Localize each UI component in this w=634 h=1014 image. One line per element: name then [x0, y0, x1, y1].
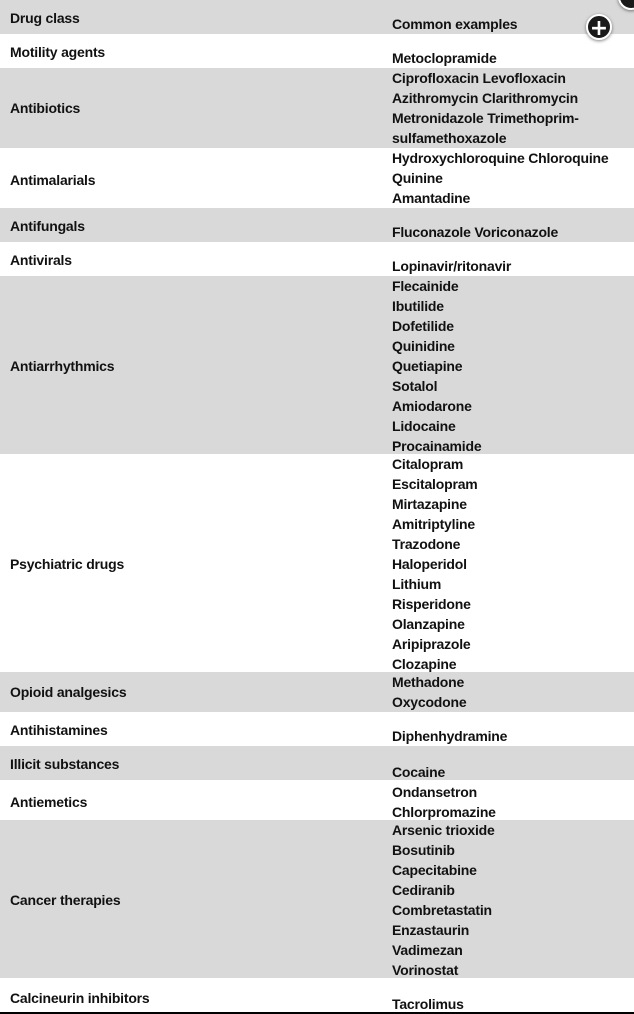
example-drug: Hydroxychloroquine Chloroquine	[392, 150, 609, 166]
example-drug: Sotalol	[392, 378, 438, 394]
drug-class-cell: Psychiatric drugs	[10, 556, 125, 572]
examples-cell	[392, 726, 507, 746]
example-drug: Quinine	[392, 170, 443, 186]
examples-cell	[392, 276, 481, 456]
example-drug: Ciprofloxacin Levofloxacin	[392, 70, 566, 86]
examples-cell	[392, 148, 608, 208]
drug-class-cell: Motility agents	[10, 44, 106, 60]
table-row	[0, 454, 634, 672]
example-drug: Haloperidol	[392, 556, 467, 572]
table-row	[0, 276, 634, 454]
example-drug: Aripiprazole	[392, 636, 471, 652]
example-drug: Azithromycin Clarithromycin	[392, 90, 578, 106]
header-drug-class: Drug class	[10, 10, 80, 26]
example-drug: Amantadine	[392, 190, 471, 206]
example-drug: Capecitabine	[392, 862, 477, 878]
drug-class-cell: Antimalarials	[10, 172, 96, 188]
example-drug: Procainamide	[392, 438, 482, 454]
example-drug: Ibutilide	[392, 298, 444, 314]
example-drug: Chlorpromazine	[392, 804, 496, 820]
example-drug: sulfamethoxazole	[392, 130, 507, 146]
table-row	[0, 34, 634, 68]
plus-circle-icon: +	[589, 16, 609, 41]
drug-class-cell: Antibiotics	[10, 100, 81, 116]
example-drug: Dofetilide	[392, 318, 454, 334]
example-drug: Lidocaine	[392, 418, 456, 434]
add-button[interactable]	[586, 14, 612, 40]
example-drug: Bosutinib	[392, 842, 455, 858]
drug-class-cell: Illicit substances	[10, 756, 120, 772]
table-row	[0, 672, 634, 712]
example-drug: Lithium	[392, 576, 442, 592]
drug-class-cell: Antihistamines	[10, 722, 108, 738]
example-drug: Quinidine	[392, 338, 455, 354]
example-drug: Ondansetron	[392, 784, 477, 800]
example-drug: Lopinavir/ritonavir	[392, 258, 512, 274]
example-drug: Tacrolimus	[392, 996, 464, 1012]
examples-cell	[392, 672, 466, 712]
example-drug: Amitriptyline	[392, 516, 475, 532]
drug-class-cell: Antiemetics	[10, 794, 88, 810]
drug-class-cell: Cancer therapies	[10, 892, 121, 908]
header-common-examples: Common examples	[392, 16, 518, 32]
example-drug: Metronidazole Trimethoprim-	[392, 110, 579, 126]
example-drug: Fluconazole Voriconazole	[392, 224, 559, 240]
example-drug: Vadimezan	[392, 942, 463, 958]
examples-cell	[392, 782, 496, 822]
examples-cell	[392, 68, 579, 148]
table-row	[0, 712, 634, 746]
table-row	[0, 978, 634, 1012]
drug-class-cell: Antivirals	[10, 252, 72, 268]
example-drug: Enzastaurin	[392, 922, 470, 938]
examples-cell	[392, 222, 558, 242]
example-drug: Amiodarone	[392, 398, 472, 414]
examples-cell	[392, 820, 495, 980]
table-row	[0, 780, 634, 820]
example-drug: Diphenhydramine	[392, 728, 508, 744]
table-row	[0, 148, 634, 208]
example-drug: Risperidone	[392, 596, 471, 612]
examples-cell	[392, 994, 464, 1014]
table-row	[0, 746, 634, 780]
example-drug: Citalopram	[392, 456, 464, 472]
drug-class-cell: Antifungals	[10, 218, 85, 234]
examples-cell	[392, 48, 497, 68]
example-drug: Methadone	[392, 674, 465, 690]
table-header-row	[0, 0, 634, 34]
example-drug: Combretastatin	[392, 902, 492, 918]
table-row	[0, 68, 634, 148]
example-drug: Escitalopram	[392, 476, 478, 492]
example-drug: Oxycodone	[392, 694, 467, 710]
example-drug: Arsenic trioxide	[392, 822, 495, 838]
example-drug: Clozapine	[392, 656, 457, 672]
example-drug: Cocaine	[392, 764, 446, 780]
example-drug: Vorinostat	[392, 962, 459, 978]
example-drug: Quetiapine	[392, 358, 463, 374]
table-row	[0, 208, 634, 242]
example-drug: Flecainide	[392, 278, 459, 294]
example-drug: Trazodone	[392, 536, 461, 552]
examples-cell	[392, 762, 445, 782]
table-row	[0, 242, 634, 276]
example-drug: Mirtazapine	[392, 496, 467, 512]
example-drug: Metoclopramide	[392, 50, 497, 66]
example-drug: Cediranib	[392, 882, 455, 898]
examples-cell	[392, 256, 511, 276]
drug-class-cell: Opioid analgesics	[10, 684, 127, 700]
drug-class-cell: Calcineurin inhibitors	[10, 990, 150, 1006]
drug-class-cell: Antiarrhythmics	[10, 358, 115, 374]
example-drug: Olanzapine	[392, 616, 465, 632]
examples-cell	[392, 454, 478, 674]
table-row	[0, 820, 634, 978]
